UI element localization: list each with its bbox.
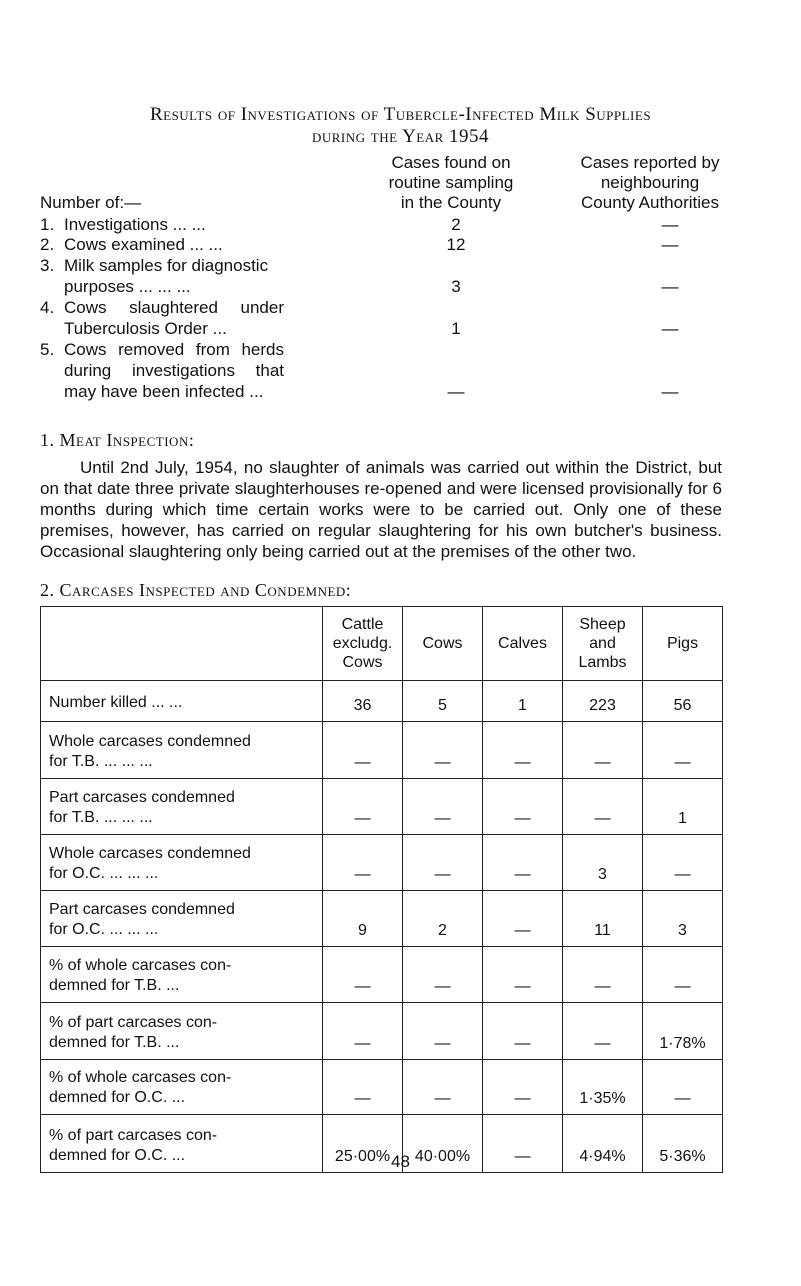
cell: — [323,1060,403,1115]
row-label-line: % of part carcases con- [49,1127,218,1144]
item-number: 4. [40,298,55,317]
item-value-routine: 3 [451,277,461,296]
cell: — [403,947,483,1003]
item-value-routine: 1 [451,319,461,338]
cell: 223 [563,681,643,722]
item-number: 3. [40,256,55,275]
cell: — [483,1060,563,1115]
cell: — [563,722,643,779]
cell: — [483,1115,563,1173]
cell: 40·00% [403,1115,483,1173]
item-label [64,361,284,381]
item-value-neighbouring: — [661,215,679,234]
item-label: Milk samples for diagnostic [64,256,269,275]
report-title: Results of Investigations of Tubercle-Infected Milk Supplies [149,104,652,125]
cell: — [563,779,643,835]
cell: 9 [323,891,403,947]
cell: — [643,835,723,891]
row-label [41,947,323,1003]
table-row [41,681,723,722]
item-number: 2. [40,235,55,254]
row-label [41,681,323,722]
cell: — [323,1003,403,1060]
cell: 1 [643,779,723,835]
col-header-routine-line1: Cases found on [391,153,511,172]
row-label [41,722,323,779]
cell: — [323,835,403,891]
item-label: Investigations ... ... [64,215,206,234]
cell: — [403,779,483,835]
item-label-line: during investigations that [64,361,284,380]
col-header-neighbouring-line2: neighbouring [600,173,700,192]
cell: 11 [563,891,643,947]
row-label-line: for O.C. ... ... ... [49,865,159,882]
cell: 5 [403,681,483,722]
item-value-neighbouring: — [661,277,679,296]
cell: — [483,722,563,779]
table-row [41,835,723,891]
header-blank [41,607,323,681]
item-value-neighbouring: — [661,235,679,254]
item-value-routine: 2 [451,215,461,234]
cell: 36 [323,681,403,722]
cell: — [403,1003,483,1060]
row-label-line: Part carcases condemned [49,901,235,918]
item-value-routine: — [447,382,465,401]
row-label [41,1060,323,1115]
cell: — [403,1060,483,1115]
row-label-line: Whole carcases condemned [49,845,251,862]
header-sheep: Sheep and Lambs [563,607,643,681]
item-value-neighbouring: — [661,319,679,338]
cell: 1·78% [643,1003,723,1060]
item-value-neighbouring: — [661,382,679,401]
number-of-label: Number of:— [40,193,142,212]
page-number: 48 [391,1152,410,1171]
table-row [41,779,723,835]
cell: — [323,779,403,835]
header-cows: Cows [403,607,483,681]
cell: — [483,947,563,1003]
cell: 3 [563,835,643,891]
header-pigs: Pigs [643,607,723,681]
row-label [41,835,323,891]
header-cattle: Cattle excludg. Cows [323,607,403,681]
item-value-routine: 12 [446,235,466,254]
item-label: may have been infected ... [64,382,264,401]
row-label-line: demned for O.C. ... [49,1089,186,1106]
cell: — [563,947,643,1003]
report-subtitle: during the Year 1954 [311,126,490,147]
row-label-line: for T.B. ... ... ... [49,809,153,826]
cell: — [483,1003,563,1060]
cell: — [403,722,483,779]
cell: 3 [643,891,723,947]
cell: — [323,722,403,779]
item-label: Tuberculosis Order ... [64,319,227,338]
cell: — [563,1003,643,1060]
row-label [41,1003,323,1060]
cell: — [403,835,483,891]
row-label-line: % of whole carcases con- [49,1069,232,1086]
item-label [64,298,284,318]
col-header-routine-line3: in the County [400,193,502,212]
col-header-routine [360,153,542,213]
cell: — [643,947,723,1003]
row-label-line: for O.C. ... ... ... [49,921,159,938]
row-label-line: demned for O.C. ... [49,1147,186,1164]
row-label-line: demned for T.B. ... [49,977,180,994]
cell: 56 [643,681,723,722]
item-number: 5. [40,340,55,359]
table-header-row [41,607,723,681]
meat-inspection-heading: 1. Meat Inspection: [40,430,195,450]
meat-inspection-paragraph [40,457,722,562]
cell: 1·35% [563,1060,643,1115]
col-header-neighbouring-line3: County Authorities [581,193,719,212]
item-label-line: Cows slaughtered under [64,298,284,317]
carcases-table [40,606,723,1173]
table-row [41,722,723,779]
row-label-line: Whole carcases condemned [49,733,251,750]
item-number: 1. [40,215,55,234]
row-label [41,891,323,947]
item-label: Cows examined ... ... [64,235,223,254]
cell: 25·00% [323,1115,403,1173]
cell: — [323,947,403,1003]
table-row [41,947,723,1003]
cell: 4·94% [563,1115,643,1173]
row-label-line: Part carcases condemned [49,789,235,806]
table-row [41,891,723,947]
row-label [41,779,323,835]
row-label-line: for T.B. ... ... ... [49,753,153,770]
cell: 5·36% [643,1115,723,1173]
col-header-neighbouring-line1: Cases reported by [580,153,720,172]
cell: 1 [483,681,563,722]
cell: — [643,1060,723,1115]
table-row [41,1003,723,1060]
row-label-line: Number killed ... ... [49,694,183,711]
row-label-line: % of whole carcases con- [49,957,232,974]
cell: — [483,835,563,891]
row-label-line: demned for T.B. ... [49,1034,180,1051]
col-header-neighbouring [550,153,750,213]
header-calves: Calves [483,607,563,681]
carcases-heading: 2. Carcases Inspected and Condemned: [40,580,352,600]
cell: — [643,722,723,779]
table-row [41,1060,723,1115]
meat-inspection-text: Until 2nd July, 1954, no slaughter of animals was carried out within the District, but on that date three private slaughterhouses re-opened and were licensed provisionally for 6 months during which time certain works were to be carried out. Only one of these premises, however, has carried on regular slaughtering for his own butcher's business. Occasional slaughtering only being carried out at the premises of the other two. [40,458,722,561]
item-label-line: Cows removed from herds [64,340,284,359]
item-label [64,340,284,360]
col-header-routine-line2: routine sampling [388,173,514,192]
row-label-line: % of part carcases con- [49,1014,218,1031]
cell: 2 [403,891,483,947]
item-label: purposes ... ... ... [64,277,191,296]
cell: — [483,779,563,835]
cell: — [483,891,563,947]
